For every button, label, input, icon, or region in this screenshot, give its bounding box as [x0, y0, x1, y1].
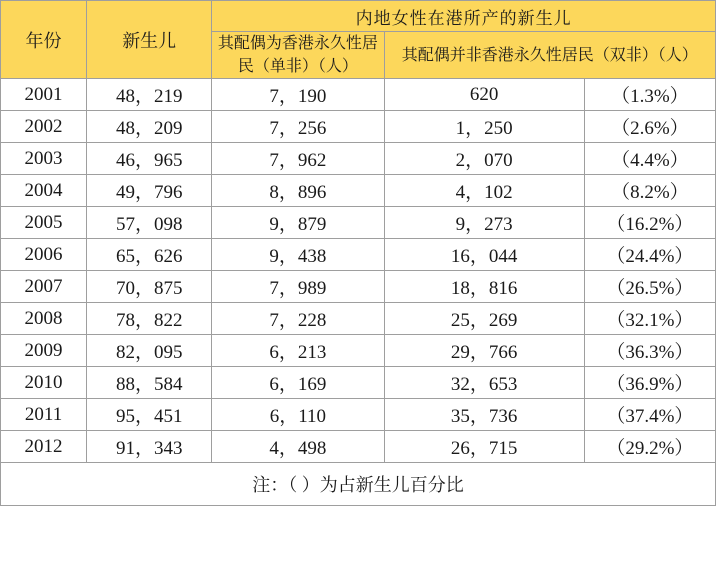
cell-double: 18，816 [384, 271, 584, 303]
cell-year: 2003 [1, 143, 87, 175]
header-row-group [1, 1, 716, 32]
cell-percent: （36.3%） [584, 335, 715, 367]
table-row [1, 175, 716, 207]
cell-percent: （4.4%） [584, 143, 715, 175]
cell-percent: （36.9%） [584, 367, 715, 399]
cell-year: 2002 [1, 111, 87, 143]
cell-newborn: 46，965 [87, 143, 212, 175]
cell-percent: （29.2%） [584, 431, 715, 463]
table-row [1, 143, 716, 175]
cell-year: 2007 [1, 271, 87, 303]
header-cell-group-title: 内地女性在港所产的新生儿 [212, 1, 716, 32]
cell-percent: （2.6%） [584, 111, 715, 143]
cell-single: 7，256 [212, 111, 384, 143]
cell-year: 2006 [1, 239, 87, 271]
cell-double: 32，653 [384, 367, 584, 399]
cell-newborn: 49，796 [87, 175, 212, 207]
cell-single: 9，879 [212, 207, 384, 239]
cell-double: 29，766 [384, 335, 584, 367]
header-label-year: 年份 [25, 30, 62, 51]
table-row [1, 79, 716, 111]
cell-single: 6，213 [212, 335, 384, 367]
table-row [1, 431, 716, 463]
cell-double: 1，250 [384, 111, 584, 143]
cell-percent: （37.4%） [584, 399, 715, 431]
table-row [1, 303, 716, 335]
cell-newborn: 95，451 [87, 399, 212, 431]
cell-percent: （26.5%） [584, 271, 715, 303]
cell-percent: （32.1%） [584, 303, 715, 335]
cell-newborn: 91，343 [87, 431, 212, 463]
cell-single: 9，438 [212, 239, 384, 271]
header-cell-newborn [87, 1, 212, 79]
table-note: 注：（ ）为占新生儿百分比 [1, 463, 716, 506]
cell-newborn: 65，626 [87, 239, 212, 271]
cell-percent: （24.4%） [584, 239, 715, 271]
cell-double: 25，269 [384, 303, 584, 335]
table-row [1, 335, 716, 367]
table-row [1, 111, 716, 143]
cell-year: 2010 [1, 367, 87, 399]
table-body [1, 79, 716, 506]
header-cell-double-non: 其配偶并非香港永久性居民（双非）（人） [384, 32, 715, 79]
cell-newborn: 70，875 [87, 271, 212, 303]
cell-year: 2009 [1, 335, 87, 367]
table-header [1, 1, 716, 79]
cell-double: 16，044 [384, 239, 584, 271]
cell-double: 9，273 [384, 207, 584, 239]
table-row [1, 399, 716, 431]
cell-year: 2008 [1, 303, 87, 335]
cell-newborn: 82，095 [87, 335, 212, 367]
cell-percent: （8.2%） [584, 175, 715, 207]
table-row [1, 271, 716, 303]
cell-single: 7，228 [212, 303, 384, 335]
table-note-row [1, 463, 716, 506]
cell-year: 2004 [1, 175, 87, 207]
cell-year: 2005 [1, 207, 87, 239]
cell-double: 4，102 [384, 175, 584, 207]
cell-single: 6，110 [212, 399, 384, 431]
cell-single: 4，498 [212, 431, 384, 463]
cell-single: 8，896 [212, 175, 384, 207]
cell-percent: （16.2%） [584, 207, 715, 239]
cell-single: 6，169 [212, 367, 384, 399]
header-label-newborn: 新生儿 [122, 30, 177, 51]
cell-single: 7，989 [212, 271, 384, 303]
cell-newborn: 48，209 [87, 111, 212, 143]
header-cell-year [1, 1, 87, 79]
header-cell-single-non: 其配偶为香港永久性居民（单非）（人） [212, 32, 384, 79]
cell-double: 26，715 [384, 431, 584, 463]
table-row [1, 367, 716, 399]
cell-year: 2011 [1, 399, 87, 431]
cell-newborn: 88，584 [87, 367, 212, 399]
table-row [1, 207, 716, 239]
cell-single: 7，962 [212, 143, 384, 175]
cell-single: 7，190 [212, 79, 384, 111]
cell-double: 35，736 [384, 399, 584, 431]
cell-newborn: 78，822 [87, 303, 212, 335]
cell-double: 2，070 [384, 143, 584, 175]
cell-percent: （1.3%） [584, 79, 715, 111]
table-row [1, 239, 716, 271]
cell-year: 2012 [1, 431, 87, 463]
cell-newborn: 48，219 [87, 79, 212, 111]
cell-newborn: 57，098 [87, 207, 212, 239]
cell-year: 2001 [1, 79, 87, 111]
cell-double: 620 [384, 79, 584, 111]
